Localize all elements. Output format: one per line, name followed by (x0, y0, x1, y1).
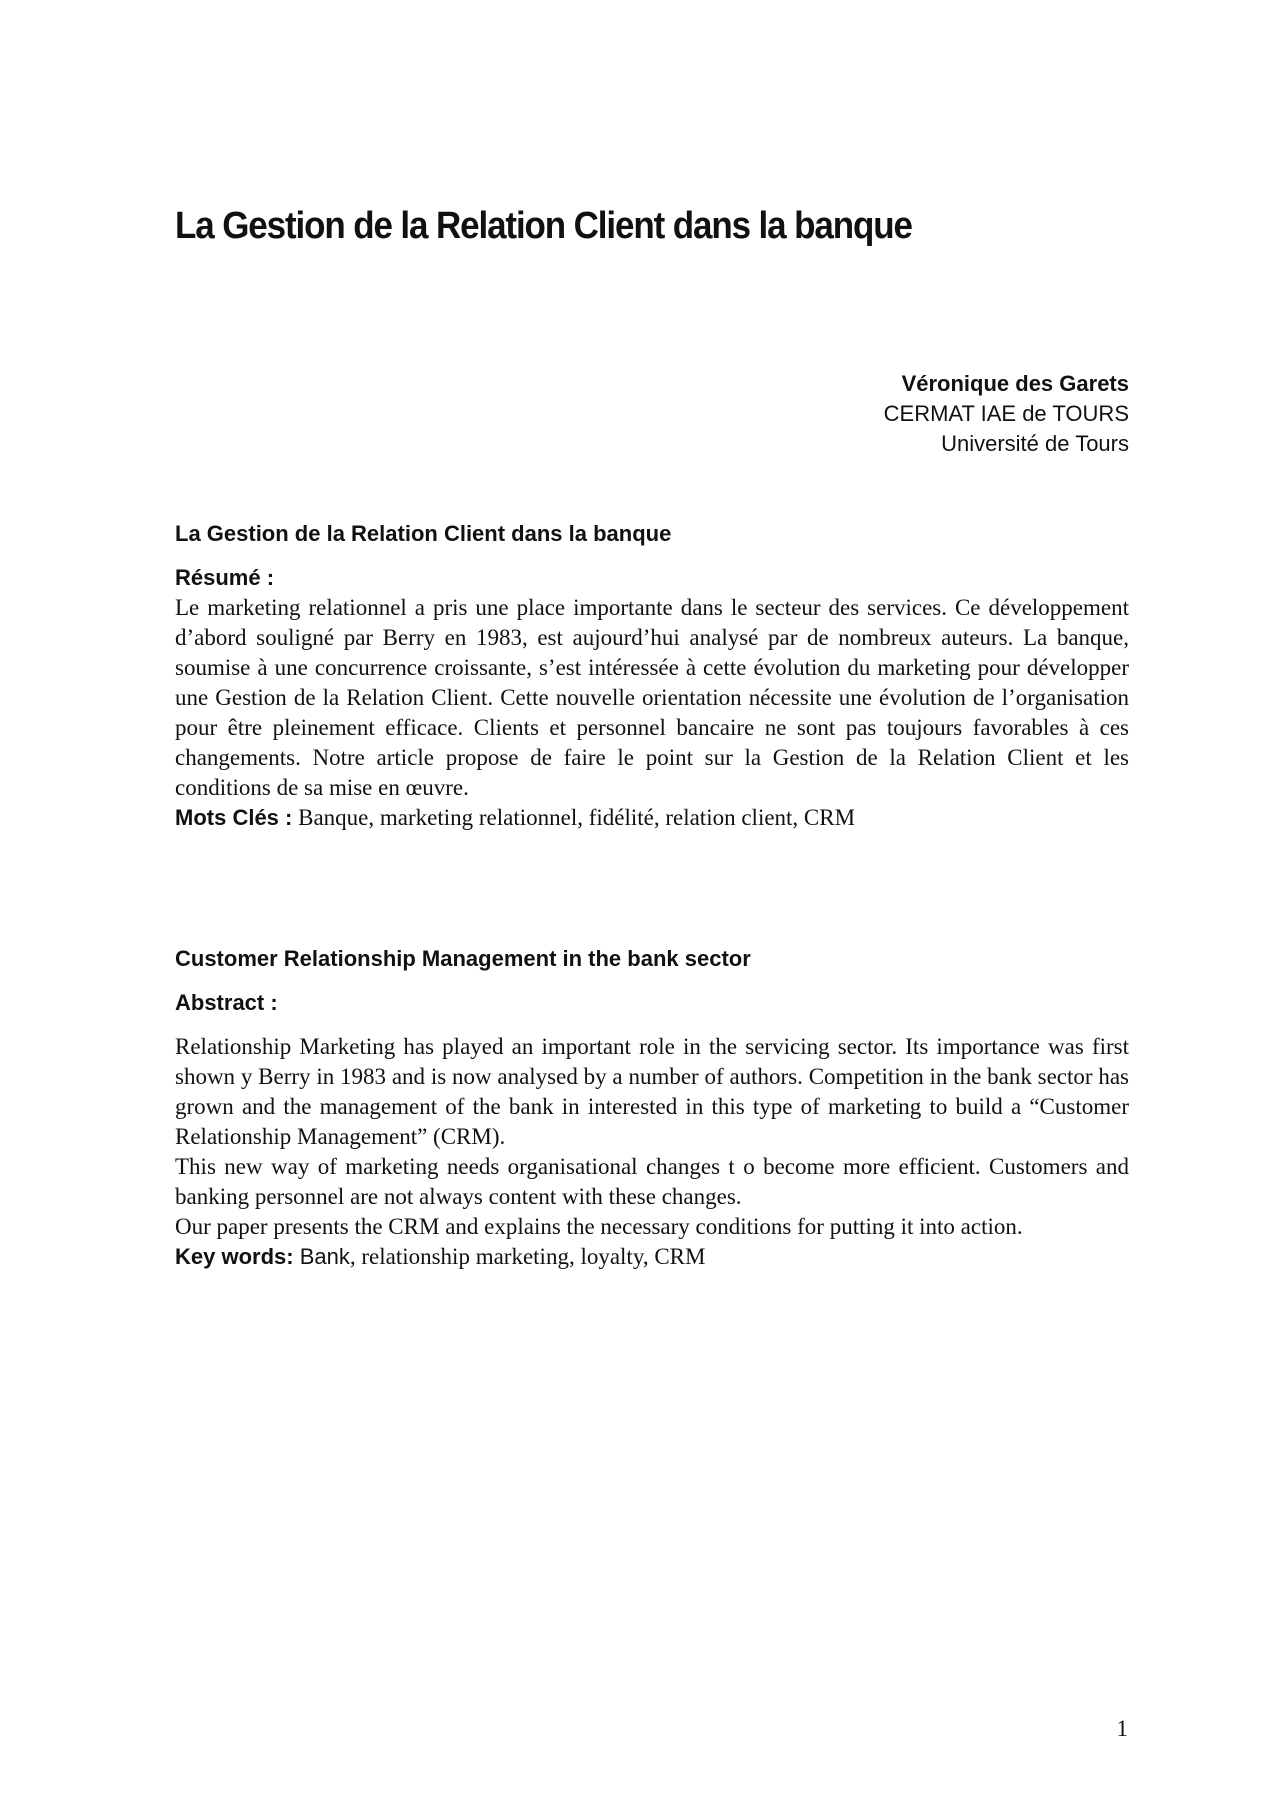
french-keywords (175, 803, 1129, 833)
english-keywords-label: Key words: (175, 1244, 294, 1269)
french-keywords-label: Mots Clés : (175, 805, 293, 830)
french-keywords-text: Banque, marketing relationnel, fidélité, relation client, CRM (292, 805, 856, 830)
english-keywords-first: Bank (293, 1244, 350, 1269)
abstract-paragraph: Relationship Marketing has played an important role in the servicing sector. Its importance was first shown y Berry in 1983 and is now analysed by a number of authors. Competition in the bank sector has grown and the management of the bank in interested in this type of marketing to build a “Customer Relationship Management” (CRM). (175, 1034, 1129, 1149)
abstract-paragraph: This new way of marketing needs organisational changes t o become more efficient. Customers and banking personnel are not always content with these changes. (175, 1154, 1129, 1209)
french-section-heading: La Gestion de la Relation Client dans la banque (175, 521, 672, 546)
author-affiliation: CERMAT IAE de TOURS (883, 401, 1129, 426)
french-summary-section (175, 519, 1129, 833)
page-number: 1 (1116, 1716, 1128, 1741)
summary-label: Résumé : (175, 565, 275, 590)
author-institution: Université de Tours (941, 431, 1129, 456)
summary-text: Le marketing relationnel a pris une place importante dans le secteur des services. Ce développement d’abord souligné par Berry en 1983, est aujourd’hui analysé par de nombreux auteurs. La banque, soumise à une concurrence croissante, s’est intéressée à cette évolution du marketing pour développer une Gestion de la Relation Client. Cette nouvelle orientation nécessite une évolution de l’organisation pour être pleinement efficace. Clients et personnel bancaire ne sont pas toujours favorables à ces changements. Notre article propose de faire le point sur la Gestion de la Relation Client et les conditions de sa mise en œuvre. (175, 595, 1129, 800)
paper-title: La Gestion de la Relation Client dans la banque (175, 205, 912, 247)
abstract-label: Abstract : (175, 990, 278, 1015)
author-block (884, 369, 1129, 459)
english-keywords-text: , relationship marketing, loyalty, CRM (349, 1244, 706, 1269)
english-keywords (175, 1242, 1129, 1272)
english-section-heading: Customer Relationship Management in the bank sector (175, 946, 751, 971)
author-name: Véronique des Garets (901, 371, 1129, 396)
abstract-paragraph: Our paper presents the CRM and explains the necessary conditions for putting it into action. (175, 1214, 1023, 1239)
english-abstract-section (175, 944, 1129, 1272)
